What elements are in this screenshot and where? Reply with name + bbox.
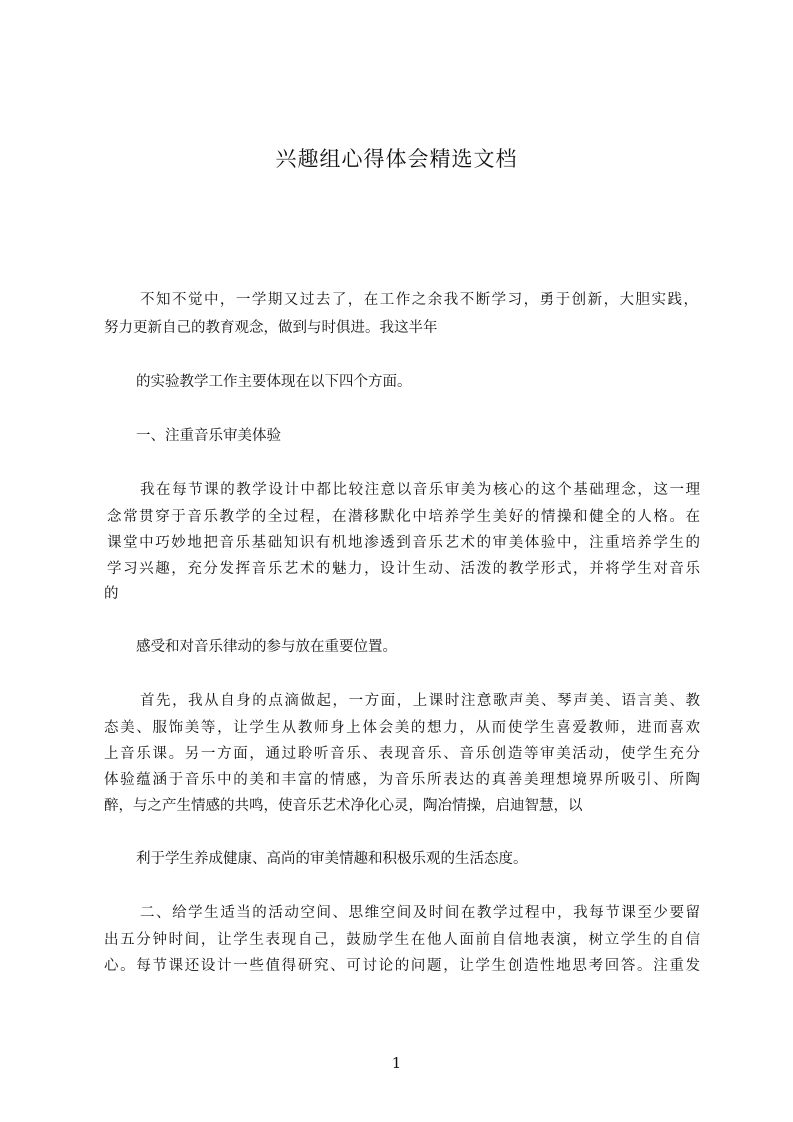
text-line: 的实验教学工作主要体现在以下四个方面。	[136, 374, 412, 390]
text-line: 不知不觉中，一学期又过去了，在工作之余我不断学习，勇于创新，大胆实践，	[140, 292, 698, 308]
text-line: 出五分钟时间，让学生表现自己，鼓励学生在他人面前自信地表演，树立学生的自信	[104, 932, 700, 948]
text-line: 课堂中巧妙地把音乐基础知识有机地渗透到音乐艺术的审美体验中，注重培养学生的	[107, 535, 700, 551]
text-line: 体验蕴涵于音乐中的美和丰富的情感，为音乐所表达的真善美理想境界所吸引、所陶	[104, 772, 700, 788]
text-line: 努力更新自己的教育观念，做到与时俱进。我这半年	[104, 320, 438, 336]
text-line: 念常贯穿于音乐教学的全过程，在潜移默化中培养学生美好的情操和健全的人格。在	[107, 509, 700, 525]
text-line: 我在每节课的教学设计中都比较注意以音乐审美为核心的这个基础理念，这一理	[140, 482, 700, 498]
section-heading-paragraph: 二、给学生适当的活动空间、思维空间及时间在教学过程中，我每节课至少要留	[140, 905, 700, 921]
text-line: 的	[104, 586, 119, 602]
text-line: 上音乐课。另一方面，通过聆听音乐、表现音乐、音乐创造等审美活动，使学生充分	[104, 746, 700, 762]
text-line: 学习兴趣，充分发挥音乐艺术的魅力，设计生动、活泼的教学形式，并将学生对音乐	[107, 561, 700, 577]
text-line: 心。每节课还设计一些值得研究、可讨论的问题，让学生创造性地思考回答。注重发	[104, 958, 700, 974]
text-line: 醉，与之产生情感的共鸣，使音乐艺术净化心灵，陶冶情操，启迪智慧，以	[104, 798, 583, 814]
document-title: 兴趣组心得体会精选文档	[275, 147, 518, 171]
section-heading: 一、注重音乐审美体验	[136, 428, 281, 444]
text-line: 态美、服饰美等，让学生从教师身上体会美的想力，从而使学生喜爱教师，进而喜欢	[104, 720, 700, 736]
text-line: 首先，我从自身的点滴做起，一方面，上课时注意歌声美、琴声美、语言美、教	[140, 693, 700, 709]
text-line: 感受和对音乐律动的参与放在重要位置。	[136, 639, 397, 655]
text-line: 利于学生养成健康、高尚的审美情趣和积极乐观的生活态度。	[136, 851, 528, 867]
page-number: 1	[391, 1054, 402, 1072]
